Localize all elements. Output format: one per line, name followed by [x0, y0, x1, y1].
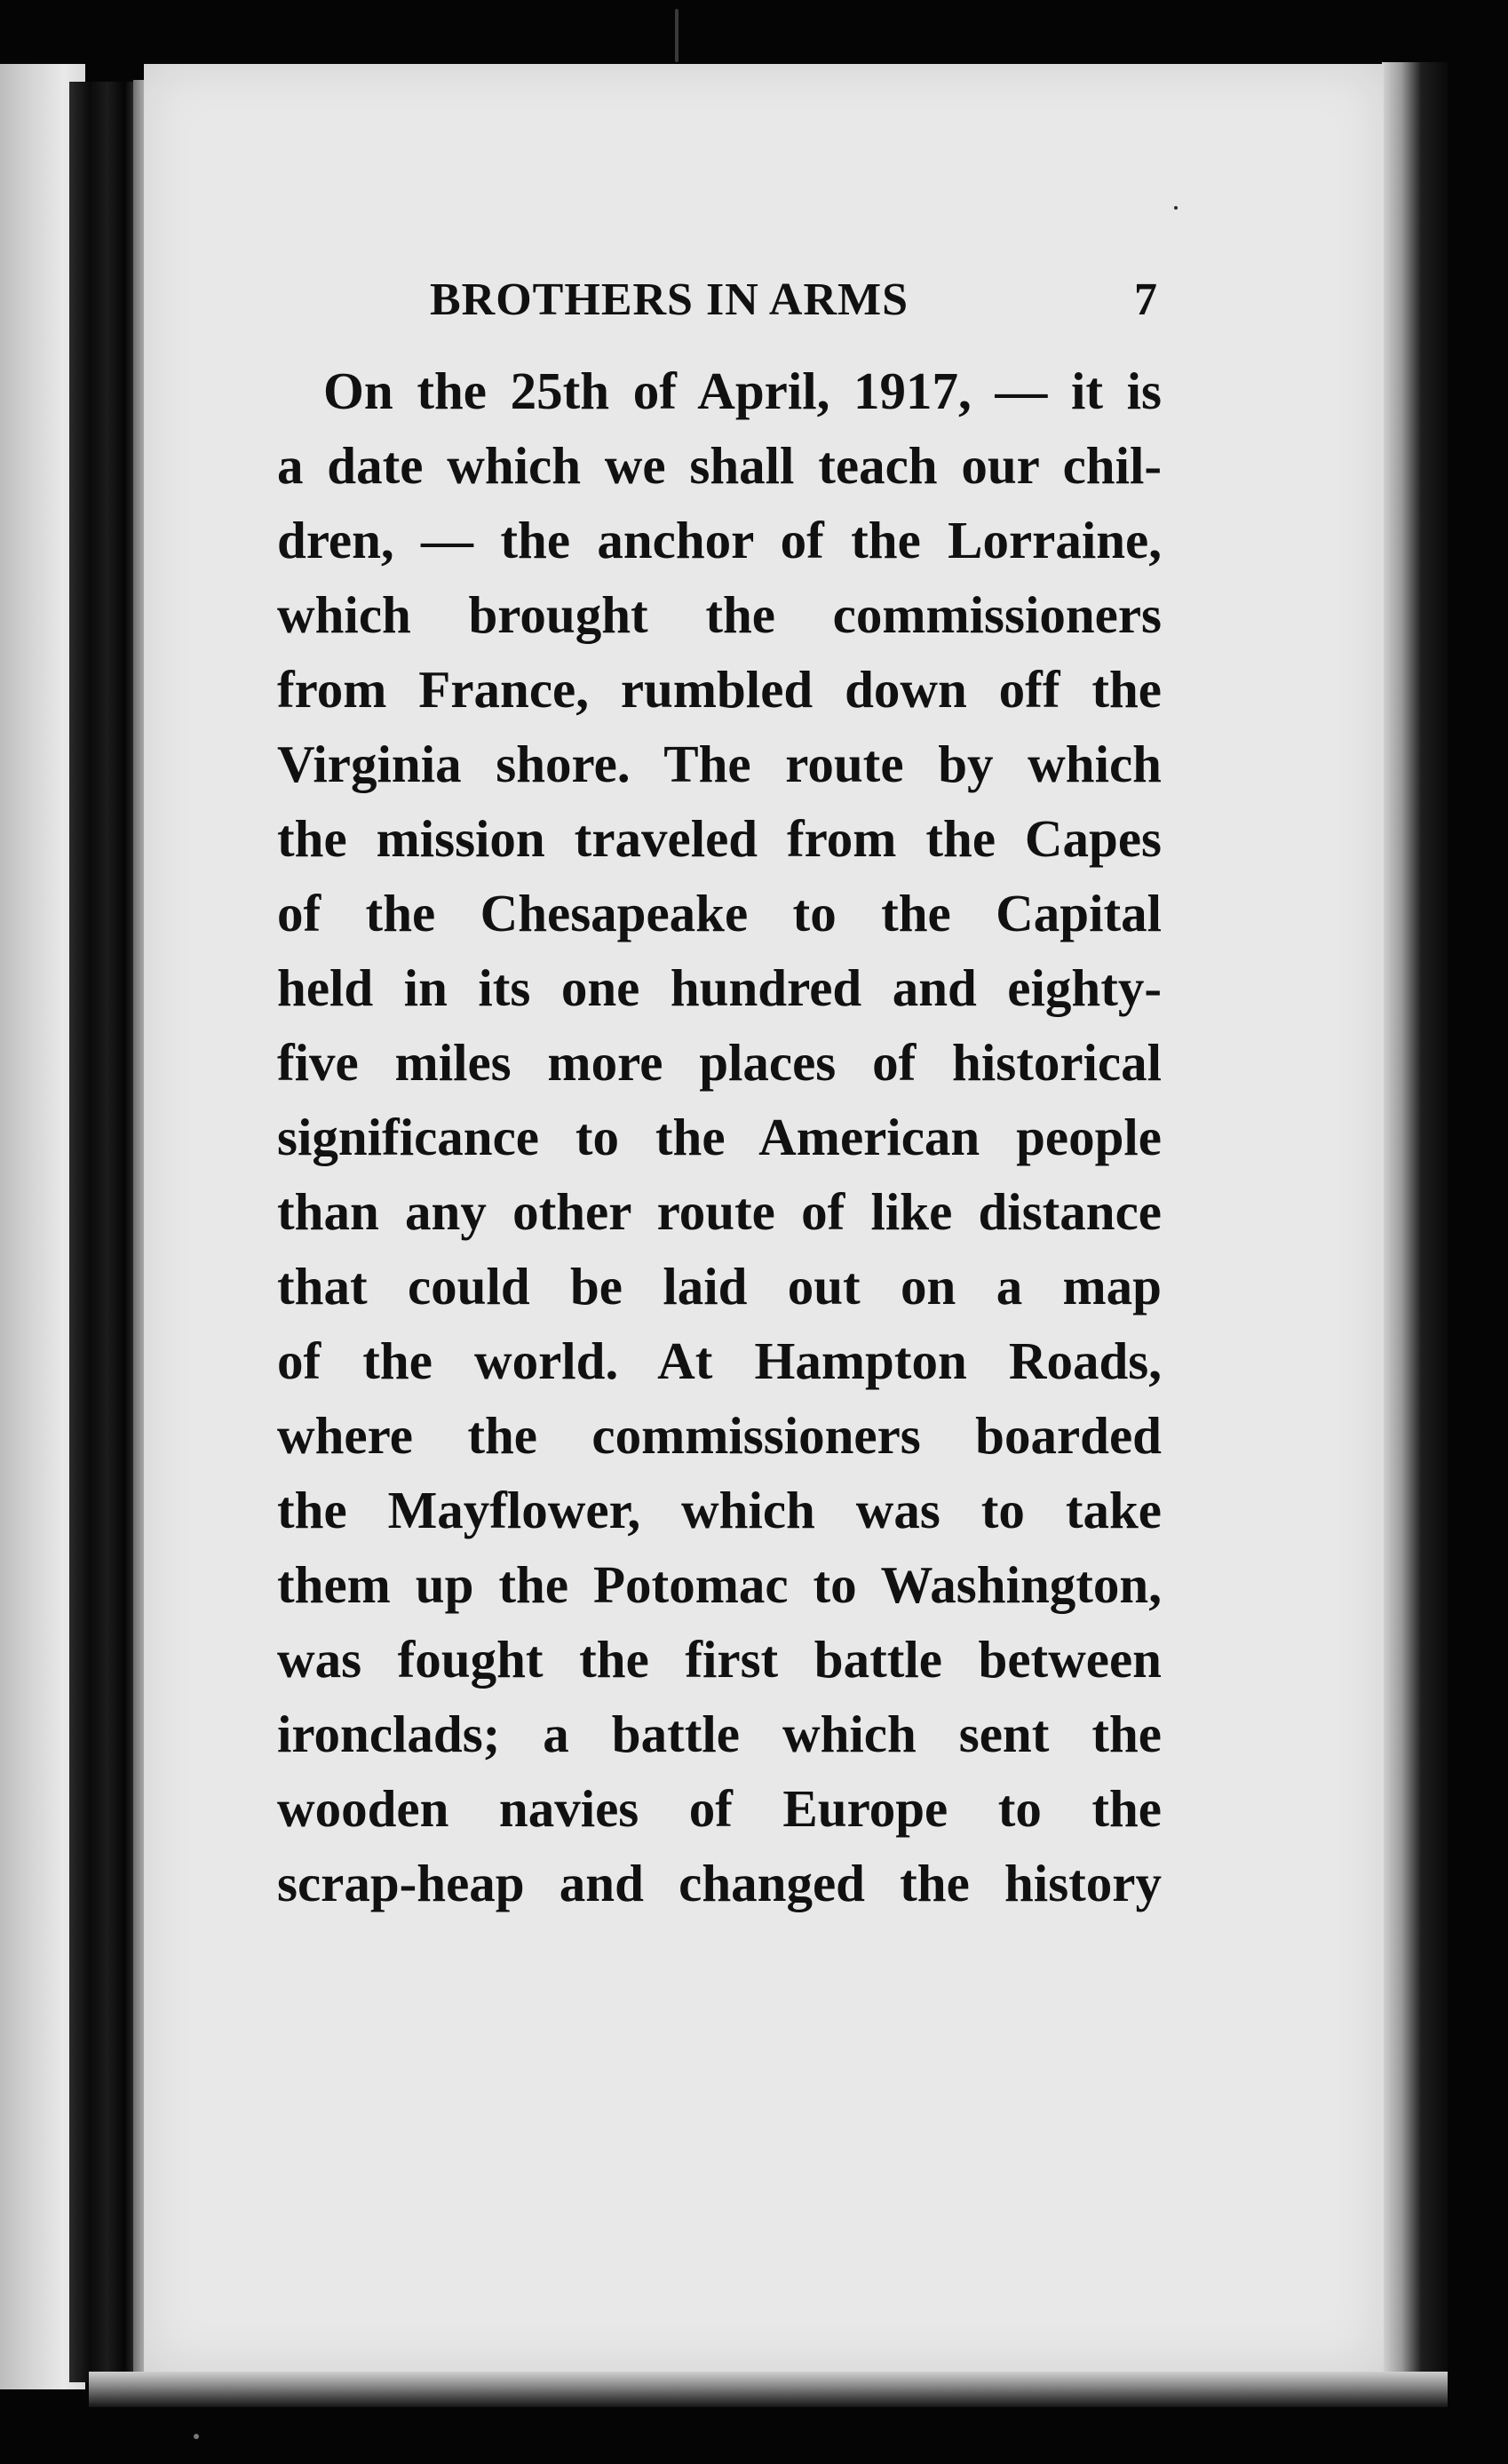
text-line: the Mayflower, which was to take	[277, 1481, 1162, 1539]
right-page-edge	[1382, 62, 1448, 2398]
text-line: wooden navies of Europe to the	[277, 1779, 1162, 1838]
text-line: them up the Potomac to Washington,	[277, 1555, 1162, 1614]
scan-speck	[1174, 206, 1178, 210]
text-line: than any other route of like distance	[277, 1182, 1162, 1241]
page-number: 7	[1134, 274, 1158, 325]
text-line: of the world. At Hampton Roads,	[277, 1331, 1162, 1390]
text-line: which brought the commissioners	[277, 585, 1162, 644]
text-line: of the Chesapeake to the Capital	[277, 884, 1162, 942]
scan-speck	[194, 2434, 199, 2439]
text-line: Virginia shore. The route by which	[277, 735, 1162, 793]
running-head	[430, 274, 1158, 336]
text-line: was fought the first battle between	[277, 1630, 1162, 1689]
text-line: On the 25th of April, 1917, — it is	[323, 362, 1162, 420]
text-line: from France, rumbled down off the	[277, 660, 1162, 719]
text-line: held in its one hundred and eighty-	[277, 958, 1162, 1017]
body-text	[277, 354, 1162, 1920]
text-line: five miles more places of historical	[277, 1033, 1162, 1092]
text-line: scrap-heap and changed the history	[277, 1854, 1162, 1912]
bottom-page-edge	[89, 2372, 1448, 2407]
text-line: that could be laid out on a map	[277, 1257, 1162, 1315]
text-line: the mission traveled from the Capes	[277, 809, 1162, 868]
running-head-title: BROTHERS IN ARMS	[430, 274, 909, 325]
book-spine	[69, 82, 139, 2382]
scan-speck	[675, 9, 679, 62]
text-line: where the commissioners boarded	[277, 1406, 1162, 1465]
text-line: ironclads; a battle which sent the	[277, 1705, 1162, 1763]
text-line: dren, — the anchor of the Lorraine,	[277, 511, 1162, 569]
text-line: significance to the American people	[277, 1108, 1162, 1166]
text-line: a date which we shall teach our chil-	[277, 436, 1162, 495]
